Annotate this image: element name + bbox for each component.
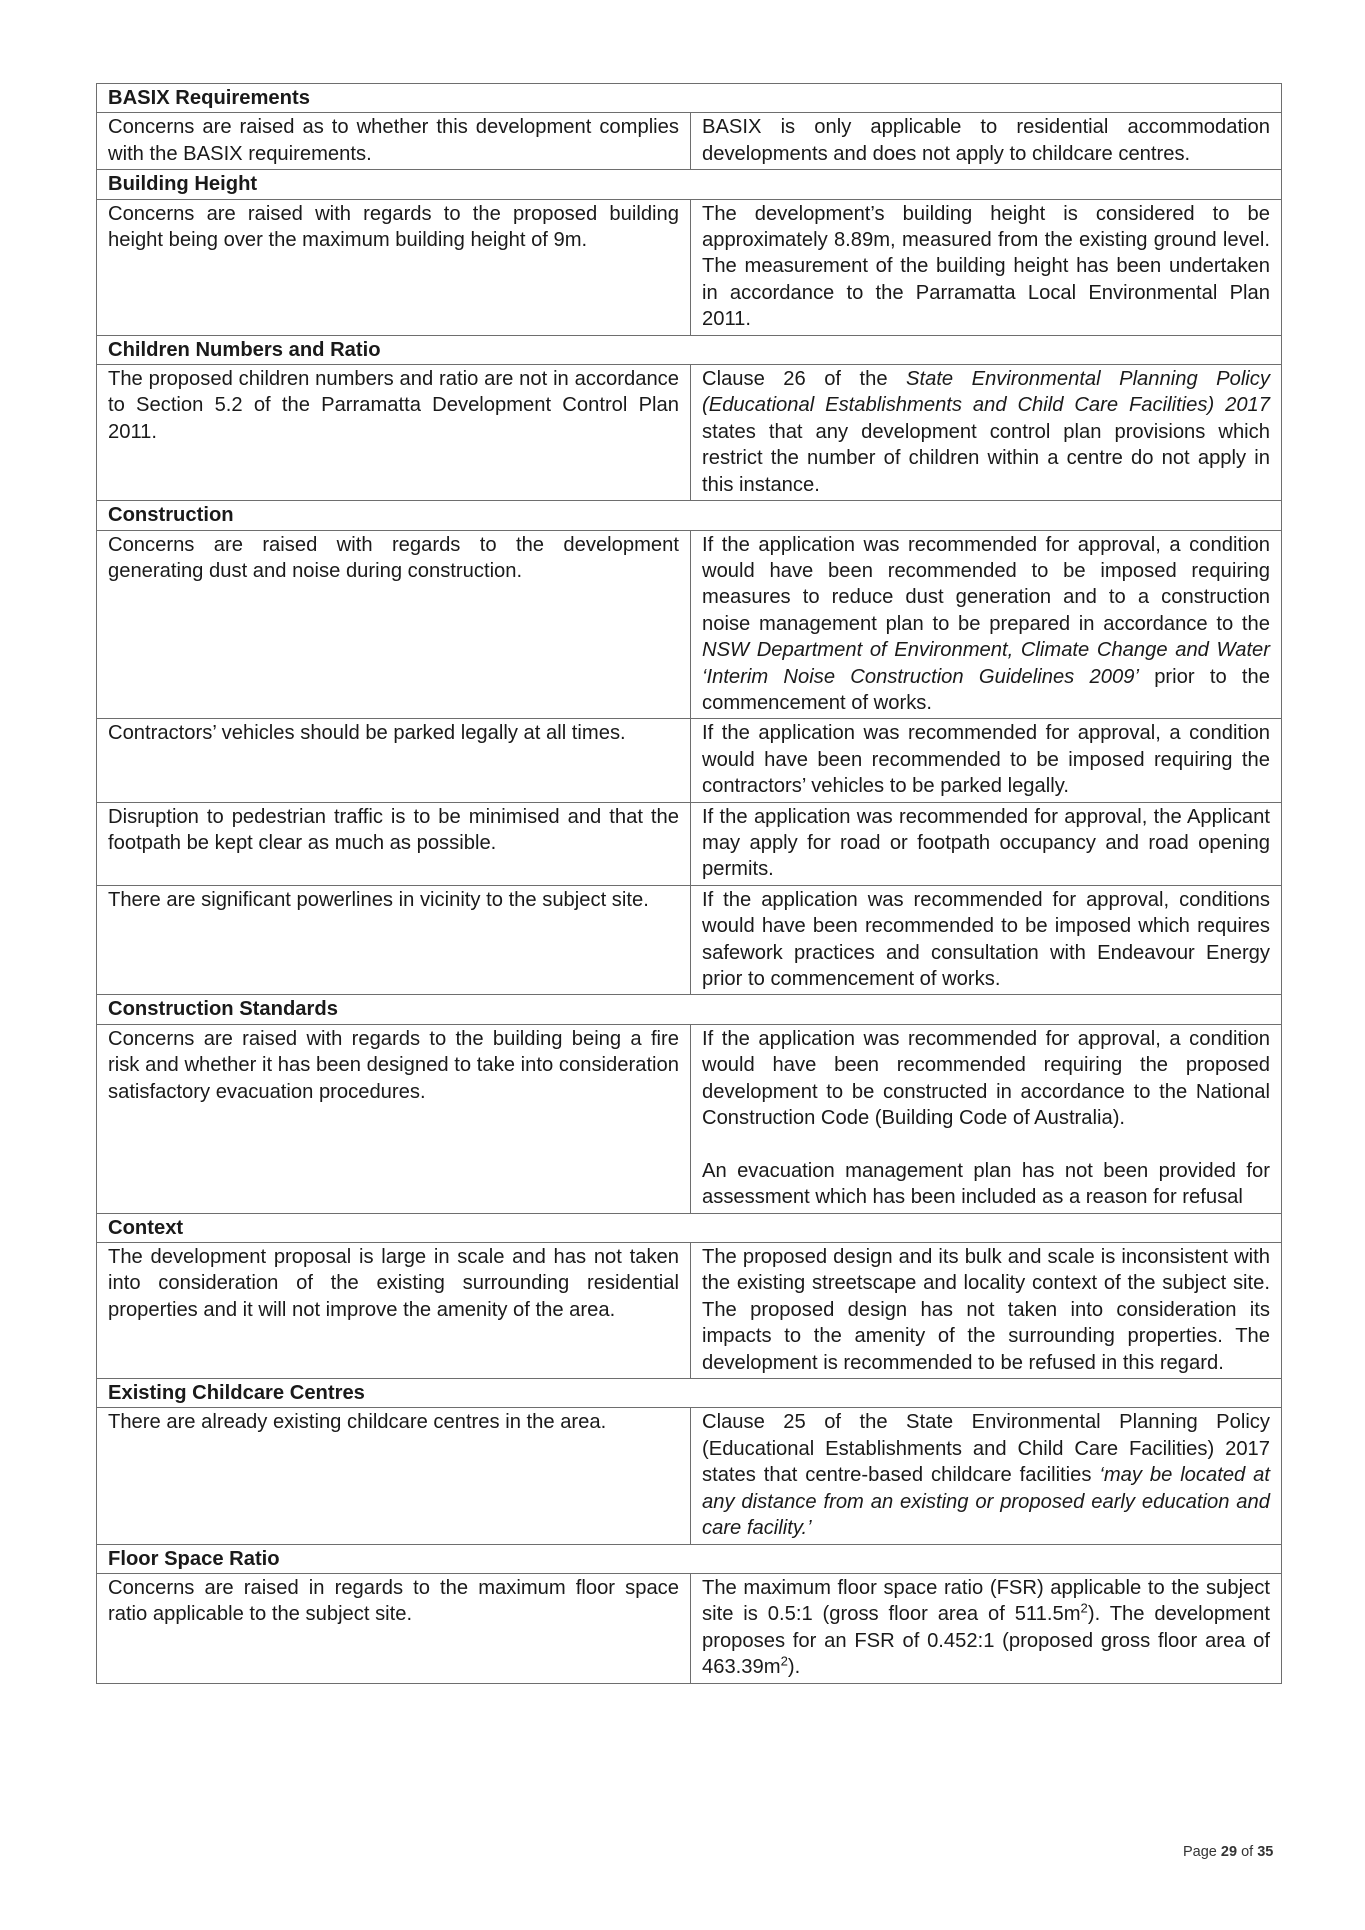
concern-cell: Contractors’ vehicles should be parked legally at all times. <box>97 719 691 802</box>
response-cell <box>691 1243 1282 1379</box>
page-prefix: Page <box>1183 1844 1221 1860</box>
italic-text: State Environmental Planning Policy (Educational Establishments and Child Care Facilities) 2017 <box>702 368 1270 417</box>
text-run: The maximum floor space ratio (FSR) applicable to the subject site is 0.5:1 (gross floor area of 511.5m <box>702 1576 1270 1626</box>
concern-cell: The development proposal is large in scale and has not taken into consideration of the existing surrounding residential properties and it will not improve the amenity of the area. <box>97 1243 691 1379</box>
text-run: states that any development control plan provisions which restrict the number of children within a centre do not apply in this instance. <box>702 420 1270 496</box>
table-row <box>97 1243 1282 1379</box>
page-number <box>1183 1844 1273 1860</box>
response-paragraph <box>702 1026 1270 1132</box>
response-cell <box>691 113 1282 170</box>
paragraph-gap <box>702 1131 1270 1157</box>
section-heading-row <box>97 995 1282 1024</box>
concern-cell: There are significant powerlines in vicinity to the subject site. <box>97 885 691 995</box>
section-heading-row <box>97 335 1282 364</box>
text-run: If the application was recommended for approval, a condition would have been recommended requiring the proposed development to be constructed in accordance to the National Construction Code (Building Code of Australia). <box>702 1027 1270 1130</box>
response-cell <box>691 1573 1282 1683</box>
concern-cell: Concerns are raised with regards to the development generating dust and noise during construction. <box>97 530 691 719</box>
text-run: The development’s building height is considered to be approximately 8.89m, measured from the existing ground level. The measurement of the building height has been undertaken in accordance to the Parramatta Local Environmental Plan 2011. <box>702 202 1270 331</box>
section-heading-row <box>97 170 1282 199</box>
text-run: If the application was recommended for approval, a condition would have been recommended to be imposed requiring measures to reduce dust generation and to a construction noise management plan to be prepared in accordance to the <box>702 533 1270 635</box>
section-heading-row <box>97 1213 1282 1242</box>
concern-cell: There are already existing childcare centres in the area. <box>97 1408 691 1544</box>
concern-cell: Concerns are raised as to whether this development complies with the BASIX requirements. <box>97 113 691 170</box>
response-paragraph <box>702 1409 1270 1541</box>
text-run: ). <box>787 1656 801 1679</box>
section-heading-row <box>97 501 1282 530</box>
submissions-table <box>96 83 1282 1684</box>
table-row <box>97 530 1282 719</box>
response-paragraph <box>702 1244 1270 1376</box>
response-paragraph <box>702 532 1270 717</box>
response-cell <box>691 885 1282 995</box>
text-run: The proposed design and its bulk and scale is inconsistent with the existing streetscape and locality context of the subject site. The proposed design has not taken into consideration its impacts to the amenity of the surrounding properties. The development is recommended to be refused in this regard. <box>702 1246 1270 1374</box>
response-cell <box>691 365 1282 501</box>
table-row <box>97 1024 1282 1213</box>
page-total: 35 <box>1257 1844 1274 1860</box>
response-cell <box>691 1024 1282 1213</box>
text-run: BASIX is only applicable to residential accommodation developments and does not apply to childcare centres. <box>702 116 1270 165</box>
concern-cell: Concerns are raised with regards to the building being a fire risk and whether it has been designed to take into consideration satisfactory evacuation procedures. <box>97 1024 691 1213</box>
concern-cell: Disruption to pedestrian traffic is to be minimised and that the footpath be kept clear as much as possible. <box>97 802 691 885</box>
table-row <box>97 1408 1282 1544</box>
table-row <box>97 365 1282 501</box>
response-paragraph <box>702 1575 1270 1681</box>
section-heading-row <box>97 84 1282 113</box>
response-cell <box>691 530 1282 719</box>
response-cell <box>691 1408 1282 1544</box>
section-heading: Building Height <box>97 170 1282 199</box>
section-heading: Context <box>97 1213 1282 1242</box>
section-heading: Construction <box>97 501 1282 530</box>
section-heading-row <box>97 1379 1282 1408</box>
text-run: Clause 25 of the State Environmental Planning Policy (Educational Establishments and Child Care Facilities) 2017 states that centre-based childcare facilities <box>702 1411 1270 1487</box>
section-heading-row <box>97 1544 1282 1573</box>
response-cell <box>691 802 1282 885</box>
italic-text: NSW Department of Environment, Climate Change and Water ‘Interim Noise Construction Guidelines 2009’ <box>702 639 1270 688</box>
section-heading: Children Numbers and Ratio <box>97 335 1282 364</box>
response-paragraph <box>702 804 1270 883</box>
section-heading: BASIX Requirements <box>97 84 1282 113</box>
text-run: Clause 26 of the <box>702 368 907 391</box>
page-current: 29 <box>1220 1844 1238 1860</box>
text-run: If the application was recommended for approval, conditions would have been recommended to be imposed which requires safework practices and consultation with Endeavour Energy prior to commencement of works. <box>702 888 1270 990</box>
superscript-text: 2 <box>1080 1600 1088 1616</box>
text-run: prior to the commencement of works. <box>702 665 1270 714</box>
text-run: If the application was recommended for approval, the Applicant may apply for road or footpath occupancy and road opening permits. <box>702 805 1270 881</box>
section-heading: Existing Childcare Centres <box>97 1379 1282 1408</box>
response-cell <box>691 199 1282 335</box>
text-run: If the application was recommended for approval, a condition would have been recommended to be imposed requiring the contractors’ vehicles to be parked legally. <box>702 722 1270 798</box>
concern-cell: Concerns are raised in regards to the maximum floor space ratio applicable to the subject site. <box>97 1573 691 1683</box>
concern-cell: Concerns are raised with regards to the proposed building height being over the maximum building height of 9m. <box>97 199 691 335</box>
response-cell <box>691 719 1282 802</box>
table-row <box>97 199 1282 335</box>
response-paragraph <box>702 887 1270 993</box>
page-of: of <box>1237 1844 1258 1860</box>
table-row <box>97 1573 1282 1683</box>
table-row <box>97 802 1282 885</box>
superscript-text: 2 <box>780 1653 788 1669</box>
concern-cell: The proposed children numbers and ratio are not in accordance to Section 5.2 of the Parramatta Development Control Plan 2011. <box>97 365 691 501</box>
response-paragraph <box>702 720 1270 799</box>
table-row <box>97 885 1282 995</box>
text-run: ). The development proposes for an FSR of 0.452:1 (proposed gross floor area of 463.39m <box>702 1603 1270 1679</box>
response-paragraph <box>702 201 1270 333</box>
response-paragraph <box>702 366 1270 498</box>
italic-text: ‘may be located at any distance from an existing or proposed early education and care facility.’ <box>702 1464 1271 1540</box>
text-run: An evacuation management plan has not been provided for assessment which has been included as a reason for refusal <box>702 1159 1270 1209</box>
response-paragraph <box>702 1158 1270 1211</box>
section-heading: Construction Standards <box>97 995 1282 1024</box>
section-heading: Floor Space Ratio <box>97 1544 1282 1573</box>
table-row <box>97 719 1282 802</box>
table-row <box>97 113 1282 170</box>
response-paragraph <box>702 114 1270 167</box>
